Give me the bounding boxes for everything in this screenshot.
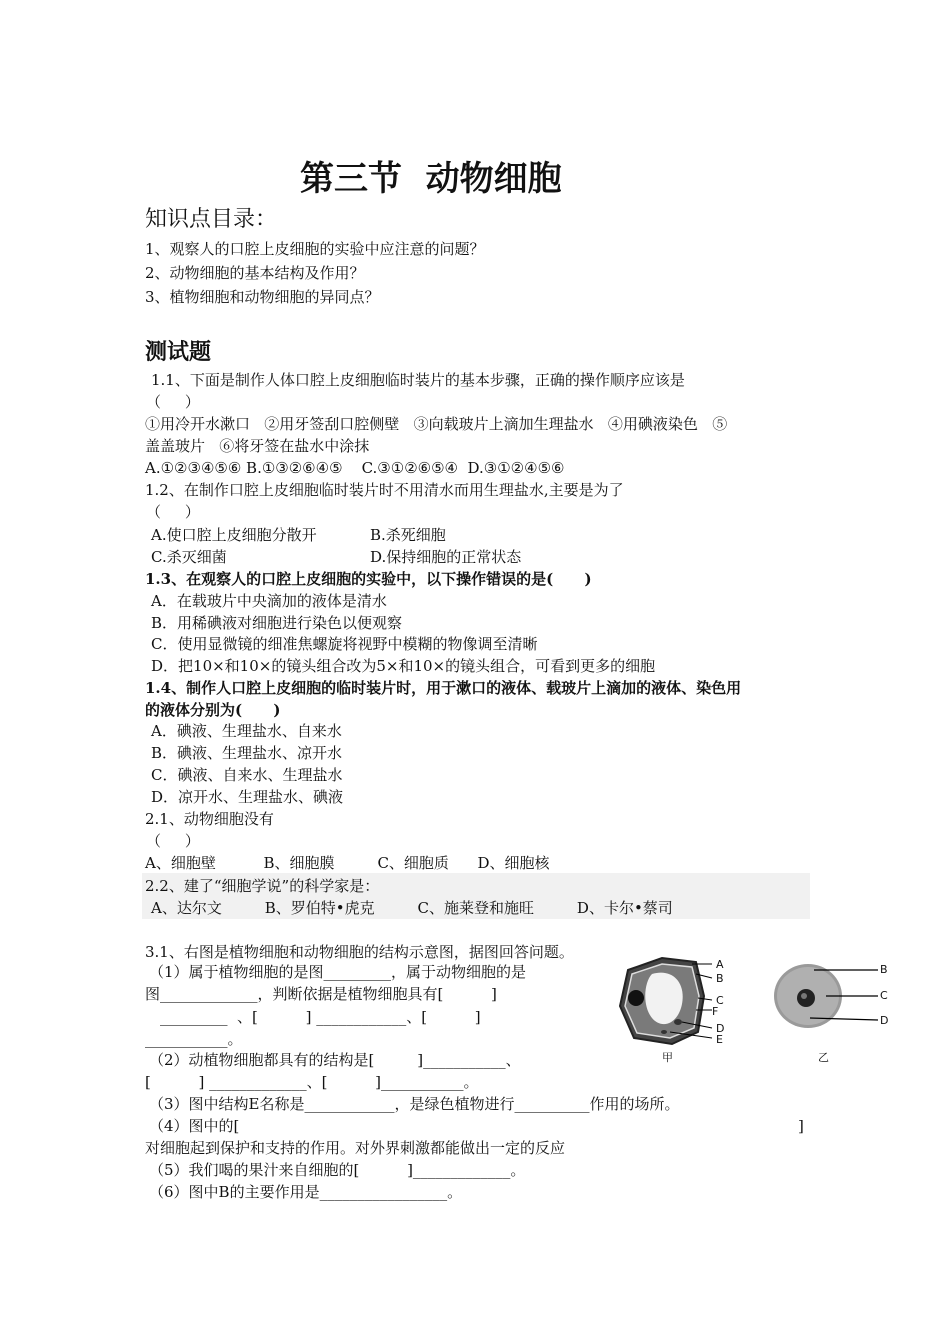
- question-stem: 1.4、制作人口腔上皮细胞的临时装片时，用于漱口的液体、载玻片上滴加的液体、染色用: [145, 679, 742, 697]
- question-steps: 盖盖玻片 ⑥将牙签在盐水中涂抹: [145, 437, 370, 455]
- diagram-label: D: [880, 1014, 889, 1027]
- question-stem: 2.2、建了“细胞学说”的科学家是：: [145, 877, 380, 895]
- option-c: C．碘液、自来水、生理盐水: [151, 766, 343, 784]
- question-stem: 的液体分别为( ): [145, 701, 281, 719]
- sub-question-3: （3）图中结构E名称是____________，是绿色植物进行__________作用的场所。: [149, 1095, 680, 1113]
- sub-question-1: （1）属于植物细胞的是图_________，属于动物细胞的是: [149, 963, 527, 981]
- diagram-caption: 乙: [818, 1051, 829, 1064]
- toc-heading: 知识点目录：: [145, 207, 278, 232]
- diagram-label: A: [716, 958, 724, 971]
- sub-question-2: （2）动植物细胞都具有的结构是[ ]___________、: [149, 1051, 521, 1069]
- answer-paren: （ ）: [146, 503, 200, 521]
- question-stem: 2.1、动物细胞没有: [145, 810, 274, 828]
- sub-question-2: [ ] _____________、[ ]___________。: [145, 1073, 479, 1091]
- option-d: D．把10×和10×的镜头组合改为5×和10×的镜头组合，可看到更多的细胞: [151, 657, 656, 675]
- diagram-label: D: [716, 1022, 725, 1035]
- diagram-label: C: [716, 994, 724, 1007]
- toc-item: 2、动物细胞的基本结构及作用？: [145, 264, 365, 282]
- question-stem: 3.1、右图是植物细胞和动物细胞的结构示意图，据图回答问题。: [145, 943, 574, 961]
- option-a: A．在载玻片中央滴加的液体是清水: [151, 592, 387, 610]
- option-d: D.保持细胞的正常状态: [370, 548, 522, 566]
- toc-item: 1、观察人的口腔上皮细胞的实验中应注意的问题？: [145, 240, 485, 258]
- answer-paren: （ ）: [146, 832, 200, 850]
- diagram-label: B: [716, 972, 724, 985]
- sub-question-1: _________ 、[ ] ____________、[ ]: [160, 1008, 481, 1026]
- sub-question-6: （6）图中B的主要作用是_________________。: [149, 1183, 463, 1201]
- animal-cell-diagram: [770, 956, 882, 1036]
- sub-question-5: （5）我们喝的果汁来自细胞的[ ]_____________。: [149, 1161, 526, 1179]
- question-options: A、细胞壁 B、细胞膜 C、细胞质 D、细胞核: [145, 854, 550, 872]
- diagram-caption: 甲: [662, 1051, 673, 1064]
- option-a: A．碘液、生理盐水、自来水: [151, 722, 342, 740]
- sub-question-1: 图_____________，判断依据是植物细胞具有[ ]: [145, 985, 497, 1003]
- option-c: C.杀灭细菌: [151, 548, 227, 566]
- diagram-label: F: [712, 1005, 719, 1018]
- sub-question-4-bracket: ]: [798, 1117, 804, 1135]
- question-options: A.①②③④⑤⑥ B.①③②⑥④⑤ C.③①②⑥⑤④ D.③①②④⑤⑥: [145, 459, 565, 477]
- option-c: C．使用显微镜的细准焦螺旋将视野中模糊的物像调至清晰: [151, 635, 538, 653]
- sub-question-1: ___________。: [145, 1030, 243, 1048]
- option-b: B．用稀碘液对细胞进行染色以便观察: [151, 614, 403, 632]
- question-options: A、达尔文 B、罗伯特•虎克 C、施莱登和施旺 D、卡尔•蔡司: [151, 899, 673, 917]
- sub-question-4: （4）图中的[: [149, 1117, 240, 1135]
- option-b: B．碘液、生理盐水、凉开水: [151, 744, 343, 762]
- question-steps: ①用冷开水漱口 ②用牙签刮口腔侧壁 ③向载玻片上滴加生理盐水 ④用碘液染色 ⑤: [145, 415, 728, 433]
- option-a: A.使口腔上皮细胞分散开: [151, 526, 317, 544]
- sub-question-4: 对细胞起到保护和支持的作用。对外界刺激都能做出一定的反应: [145, 1139, 566, 1157]
- page-title: 第三节 动物细胞: [300, 159, 562, 199]
- question-stem: 1.2、在制作口腔上皮细胞临时装片时不用清水而用生理盐水,主要是为了: [145, 481, 624, 499]
- question-stem: 1.1、下面是制作人体口腔上皮细胞临时装片的基本步骤，正确的操作顺序应该是: [151, 371, 685, 389]
- option-d: D．凉开水、生理盐水、碘液: [151, 788, 344, 806]
- answer-paren: （ ）: [146, 393, 200, 411]
- diagram-label: C: [880, 989, 888, 1002]
- question-stem: 1.3、在观察人的口腔上皮细胞的实验中，以下操作错误的是( ): [145, 570, 592, 588]
- test-heading: 测试题: [145, 340, 212, 365]
- toc-item: 3、植物细胞和动物细胞的异同点？: [145, 288, 380, 306]
- diagram-label: B: [880, 963, 888, 976]
- diagram-label: E: [716, 1033, 723, 1046]
- option-b: B.杀死细胞: [370, 526, 446, 544]
